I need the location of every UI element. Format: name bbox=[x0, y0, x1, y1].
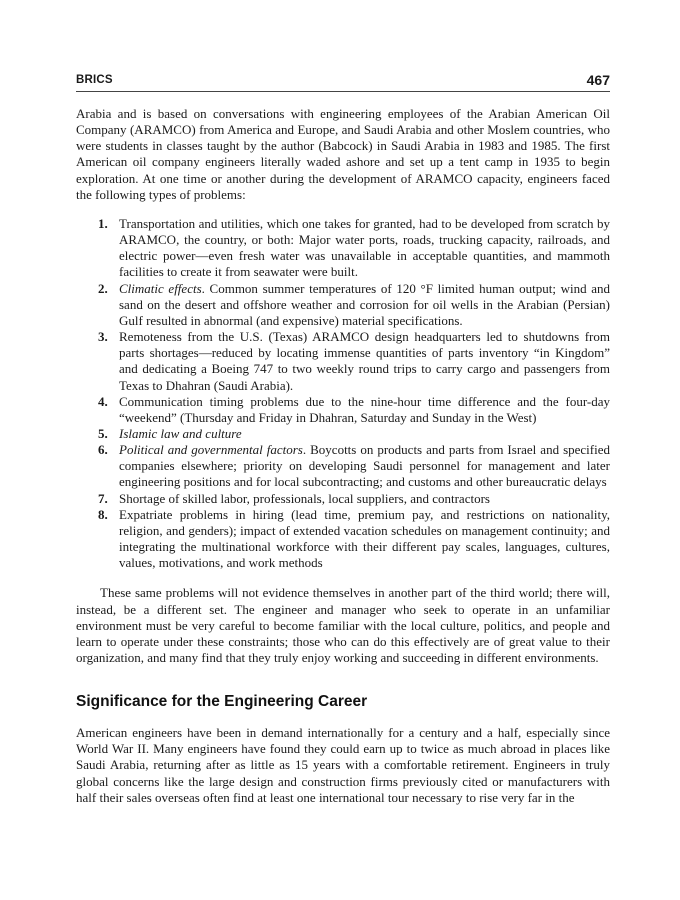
list-item-text: Remoteness from the U.S. (Texas) ARAMCO design headquarters led to shutdowns from parts shortages—reduced by locating immense quantities of parts inventory “in Kingdom” and dedicating a Boeing 747 to two weekly round trips to carry cargo and passengers from Texas to Dhahran (Saudi Arabia). bbox=[119, 329, 610, 393]
list-number: 3. bbox=[98, 329, 108, 345]
list-item-text: . Boycotts on products and parts from Israel and specified companies elsewhere; priority on developing Saudi personnel for management and later engineering positions and for local subcontracting; and customs and other bureaucratic delays bbox=[119, 442, 610, 490]
list-item-text: Expatriate problems in hiring (lead time, premium pay, and restrictions on nationality, religion, and genders); impact of extended vacation schedules on management continuity; and integrating the multinational workforce with their different pay scales, languages, cultures, values, motivations, and work methods bbox=[119, 506, 610, 571]
list-item-text: Transportation and utilities, which one takes for granted, had to be developed from scratch by ARAMCO, the country, or both: Major water ports, roads, trucking capacity, railroads, and electric power—even fresh water was unavailable in acceptable quantities, and mammoth facilities to create it from seawater were built. bbox=[119, 215, 610, 280]
list-item bbox=[98, 442, 610, 490]
page-number: 467 bbox=[586, 72, 610, 88]
running-title: BRICS bbox=[76, 74, 113, 86]
list-item-lead: Political and governmental factors bbox=[119, 442, 303, 458]
list-number: 8. bbox=[98, 506, 108, 522]
list-item bbox=[98, 506, 610, 572]
list-number: 5. bbox=[98, 425, 108, 441]
list-number: 2. bbox=[98, 280, 108, 296]
list-item bbox=[98, 393, 610, 426]
list-item bbox=[98, 215, 610, 281]
list-number: 6. bbox=[98, 442, 108, 458]
list-number: 7. bbox=[98, 490, 108, 506]
header-rule bbox=[76, 91, 610, 92]
closing-paragraph: These same problems will not evidence themselves in another part of the third world; there will, instead, be a different set. The engineer and manager who seek to operate in an unfamiliar environment must be very careful to become familiar with the local culture, politics, and people and learn to operate under these constraints; those who can do this effectively are of great value to their organization, and many find that they truly enjoy working and succeeding in different environments. bbox=[76, 585, 610, 665]
body-text bbox=[76, 106, 610, 806]
running-head bbox=[76, 72, 610, 92]
section-paragraph: American engineers have been in demand internationally for a century and a half, especially since World War II. Many engineers have found they could earn up to twice as much abroad in places like Saudi Arabia, returning after as little as 15 years with a comfortable retirement. Engineers in truly global concerns like the large design and construction firms previously cited or manufacturers with half their sales overseas often find at least one international tour necessary to rise very far in the bbox=[76, 725, 610, 805]
list-item-text: Communication timing problems due to the nine-hour time difference and the four-day “weekend” (Thursday and Friday in Dhahran, Saturday and Sunday in the West) bbox=[119, 393, 610, 425]
list-number: 1. bbox=[98, 215, 108, 231]
list-item bbox=[98, 490, 610, 507]
list-item-text: Shortage of skilled labor, professionals, local suppliers, and contractors bbox=[119, 490, 490, 506]
list-item bbox=[98, 280, 611, 329]
list-item bbox=[98, 425, 610, 442]
problems-list bbox=[76, 216, 610, 571]
list-number: 4. bbox=[98, 393, 108, 409]
intro-paragraph: Arabia and is based on conversations with engineering employees of the Arabian American Oil Company (ARAMCO) from America and Europe, and Saudi Arabia and other Moslem countries, who were students in classes taught by the author (Babcock) in Saudi Arabia in 1983 and 1985. The first American oil company engineers literally waded ashore and set up a tent camp in 1935 to begin exploration. At one time or another during the development of ARAMCO capacity, engineers faced the following types of problems: bbox=[76, 106, 610, 202]
list-item-lead: Islamic law and culture bbox=[119, 425, 242, 441]
section-heading: Significance for the Engineering Career bbox=[76, 693, 368, 711]
list-item bbox=[98, 329, 610, 394]
list-item-text: . Common summer temperatures of 120 °F limited human output; wind and sand on the desert and offshore weather and corrosion for oil wells in the Arabian (Persian) Gulf resulted in abnormal (and expensive) material specifications. bbox=[119, 280, 611, 328]
list-item-lead: Climatic effects bbox=[119, 280, 202, 296]
